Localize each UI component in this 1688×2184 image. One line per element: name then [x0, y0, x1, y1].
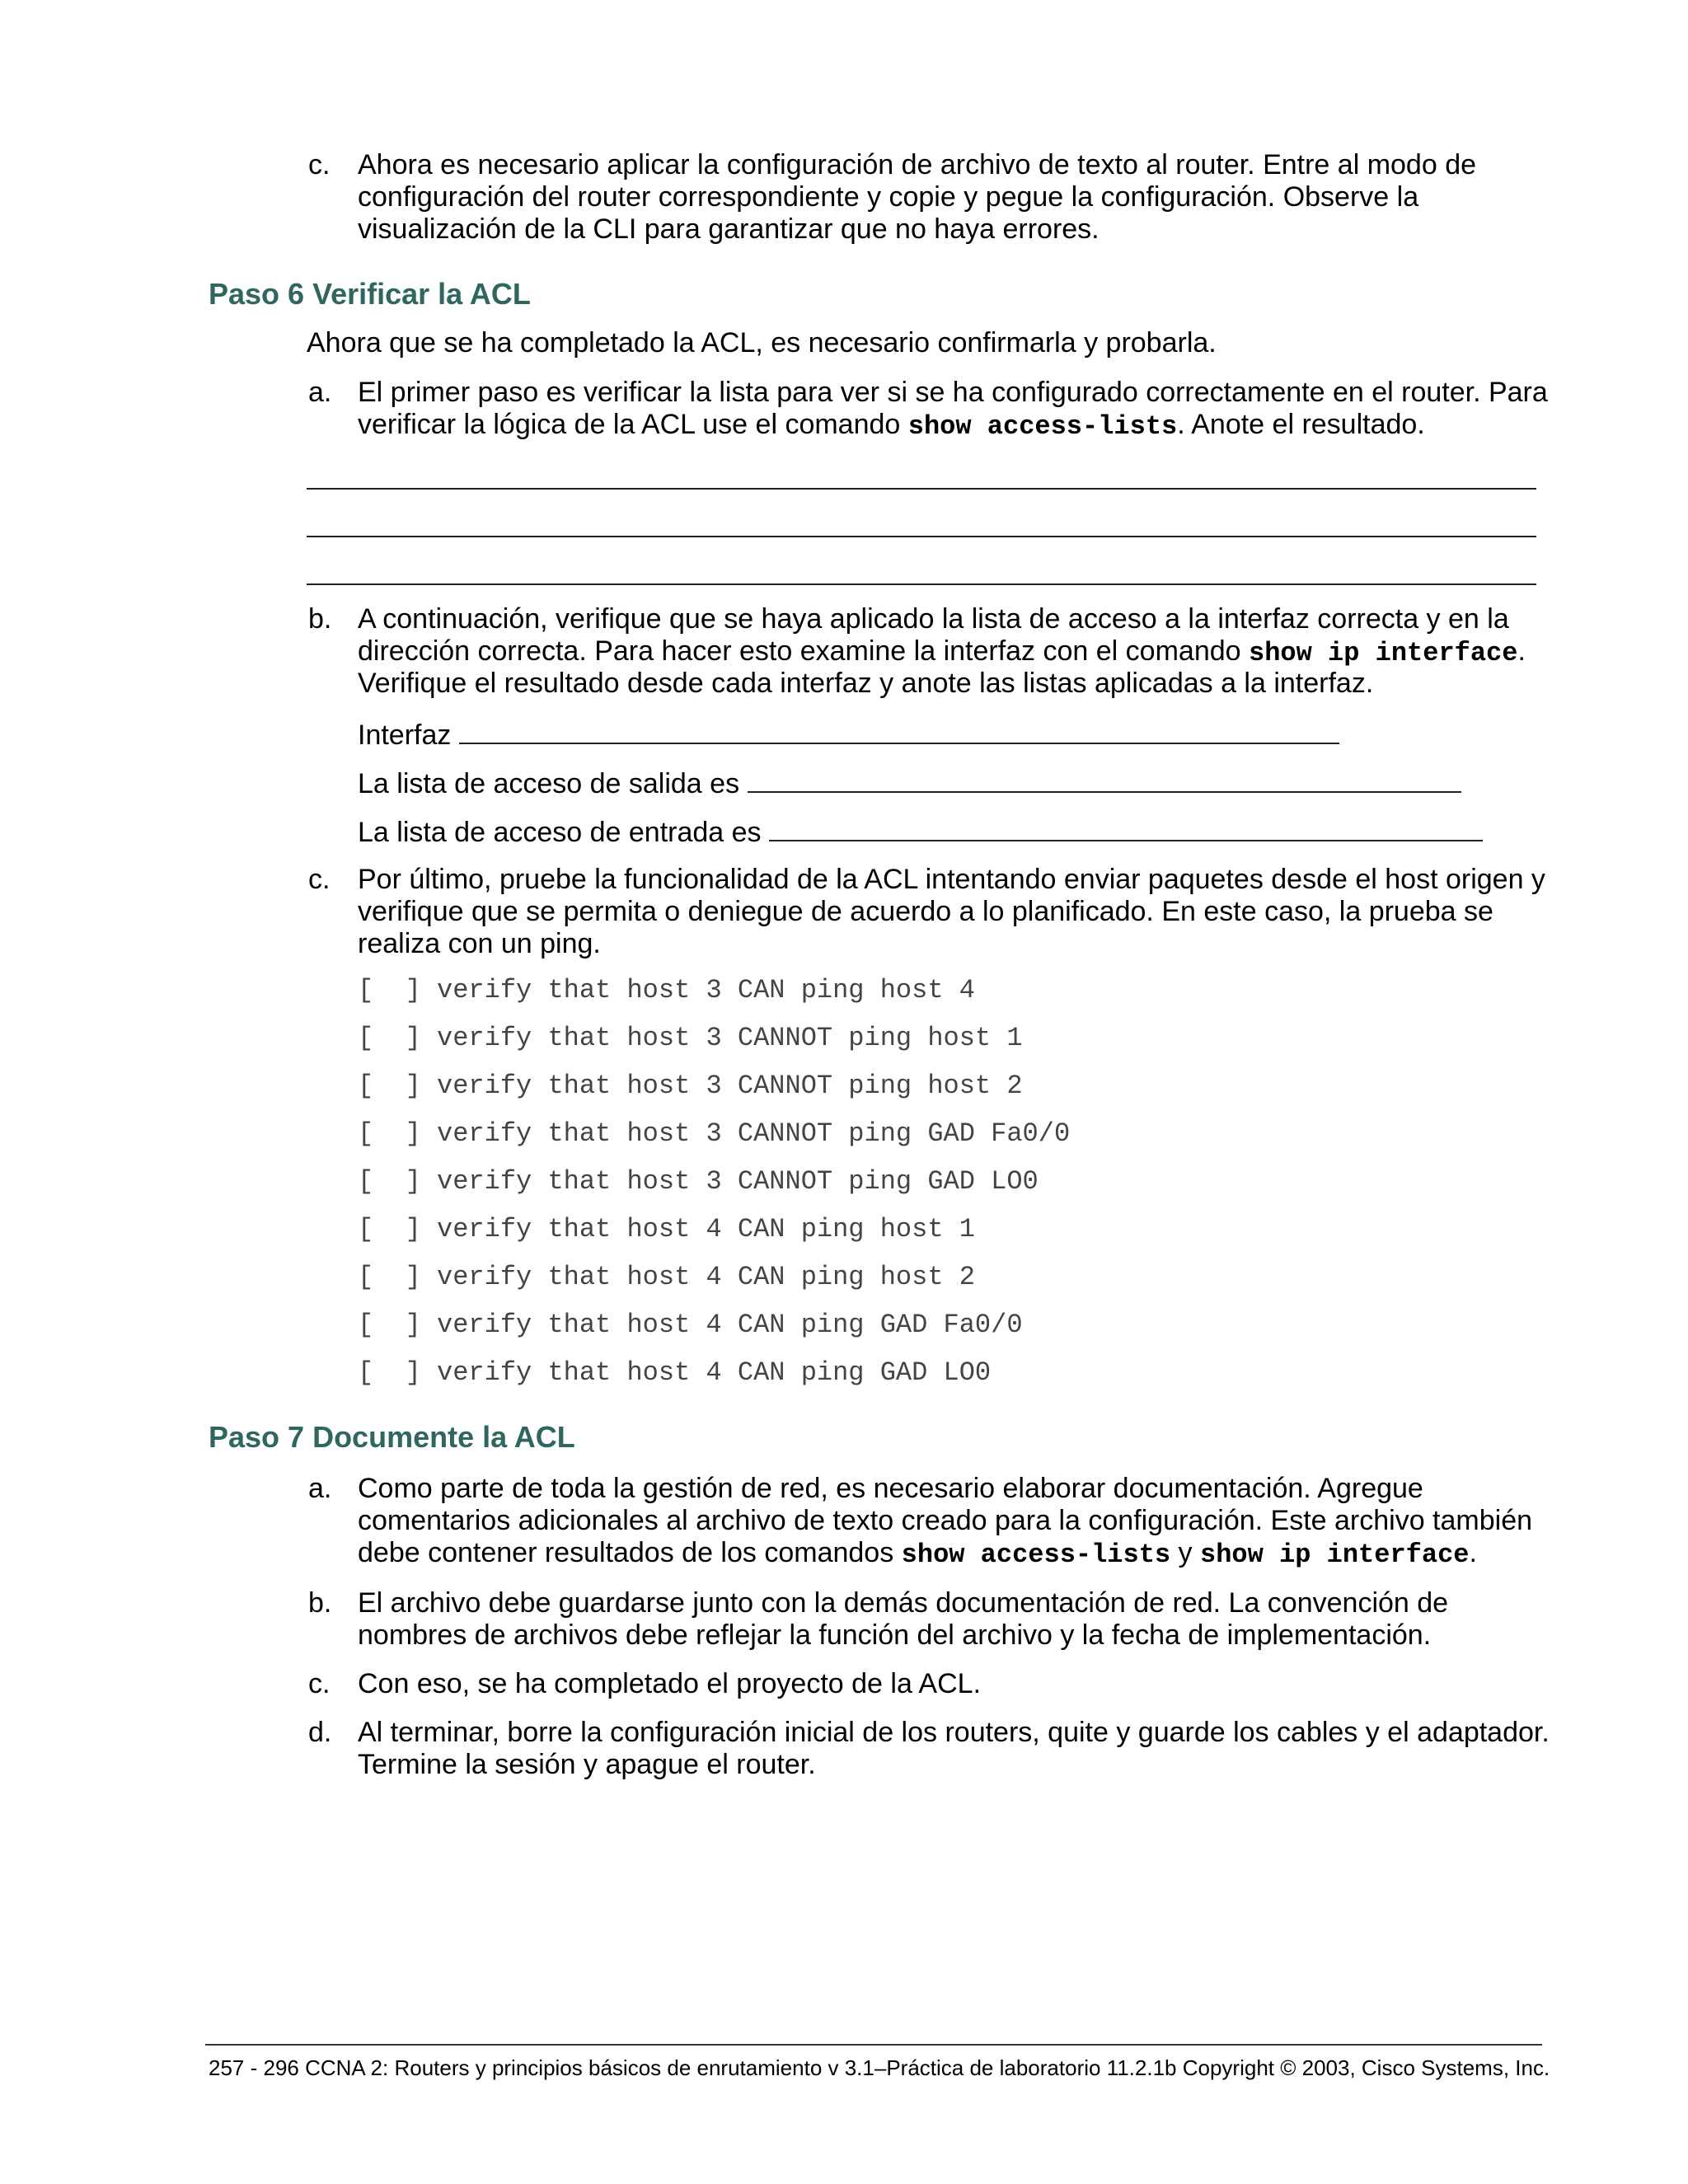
interface-blank[interactable]	[459, 716, 1339, 744]
inbound-acl-field	[358, 813, 1483, 849]
step7-d-line-1: Al terminar, borre la configuración inicial de los routers, quite y guarde los cables y el adaptador.	[358, 1717, 1550, 1748]
show-ip-interface-command: show ip interface	[1249, 638, 1518, 668]
checklist-item[interactable]: [ ] verify that host 3 CANNOT ping host 1	[358, 1023, 1023, 1053]
step6-a-line-1: El primer paso es verificar la lista para ver si se ha configurado correctamente en el router. Para	[358, 377, 1548, 408]
step7-a-label: a.	[308, 1473, 332, 1504]
interface-field-label: Interfaz	[358, 719, 452, 751]
page-footer: 257 - 296 CCNA 2: Routers y principios básicos de enrutamiento v 3.1–Práctica de laboratorio 11.2.1b Copyright © 2003, Cisco Systems, Inc.	[209, 2055, 1550, 2080]
checklist-item[interactable]: [ ] verify that host 3 CANNOT ping GAD Fa0/0	[358, 1118, 1071, 1149]
checklist-item[interactable]: [ ] verify that host 4 CAN ping GAD LO0	[358, 1357, 992, 1388]
answer-line-1[interactable]	[307, 488, 1536, 490]
footer-divider	[205, 2044, 1542, 2046]
checklist-item[interactable]: [ ] verify that host 3 CANNOT ping GAD LO0	[358, 1166, 1039, 1197]
step6-a-line-2	[358, 409, 1425, 443]
step7-a-line-3	[358, 1537, 1477, 1571]
step7-a-line-1: Como parte de toda la gestión de red, es necesario elaborar documentación. Agregue	[358, 1473, 1423, 1504]
step6-b-line-1: A continuación, verifique que se haya aplicado la lista de acceso a la interfaz correcta y en la	[358, 603, 1509, 635]
step6-c-line-3: realiza con un ping.	[358, 928, 601, 959]
step7-a-line-2: comentarios adicionales al archivo de texto creado para la configuración. Este archivo también	[358, 1505, 1533, 1536]
step7-d-line-2: Termine la sesión y apague el router.	[358, 1749, 816, 1780]
interface-field	[358, 716, 1339, 752]
step7-a-and: y	[1170, 1537, 1201, 1568]
checklist-item[interactable]: [ ] verify that host 3 CAN ping host 4	[358, 975, 975, 1005]
inbound-acl-label: La lista de acceso de entrada es	[358, 817, 762, 848]
step7-b-line-1: El archivo debe guardarse junto con la demás documentación de red. La convención de	[358, 1587, 1449, 1619]
step6-a-label: a.	[308, 377, 332, 408]
step7-a-text-end: .	[1469, 1537, 1477, 1568]
step6-b-label: b.	[308, 603, 332, 635]
show-access-lists-command: show access-lists	[907, 411, 1178, 442]
answer-line-3[interactable]	[307, 583, 1536, 585]
step7-a-text: debe contener resultados de los comandos	[358, 1537, 902, 1568]
step7-d-label: d.	[308, 1717, 332, 1748]
step6-c-label: c.	[308, 864, 331, 895]
outbound-acl-label: La lista de acceso de salida es	[358, 768, 740, 799]
step5-c-line-3: visualización de la CLI para garantizar que no haya errores.	[358, 213, 1100, 245]
step6-a-text-end: . Anote el resultado.	[1177, 409, 1425, 440]
step6-b-line-3: Verifique el resultado desde cada interfaz y anote las listas aplicadas a la interfaz.	[358, 668, 1374, 699]
step7-c-line-1: Con eso, se ha completado el proyecto de la ACL.	[358, 1668, 982, 1699]
step6-heading: Paso 6 Verificar la ACL	[209, 277, 531, 311]
step6-a-text: verificar la lógica de la ACL use el comando	[358, 409, 908, 440]
step7-heading: Paso 7 Documente la ACL	[209, 1420, 575, 1454]
checklist-item[interactable]: [ ] verify that host 4 CAN ping GAD Fa0/0	[358, 1310, 1023, 1340]
inbound-acl-blank[interactable]	[769, 813, 1483, 841]
step5-c-label: c.	[308, 149, 331, 180]
step6-c-line-2: verifique que se permita o deniegue de acuerdo a lo planificado. En este caso, la prueba se	[358, 896, 1493, 927]
step5-c-line-1: Ahora es necesario aplicar la configuración de archivo de texto al router. Entre al modo de	[358, 149, 1477, 180]
answer-line-2[interactable]	[307, 536, 1536, 537]
step5-c-line-2: configuración del router correspondiente y copie y pegue la configuración. Observe la	[358, 181, 1419, 213]
step6-c-line-1: Por último, pruebe la funcionalidad de la ACL intentando enviar paquetes desde el host origen y	[358, 864, 1545, 895]
show-access-lists-command: show access-lists	[901, 1540, 1171, 1570]
step7-b-line-2: nombres de archivos debe reflejar la función del archivo y la fecha de implementación.	[358, 1619, 1432, 1651]
step6-b-text: dirección correcta. Para hacer esto examine la interfaz con el comando	[358, 635, 1249, 667]
step6-intro: Ahora que se ha completado la ACL, es necesario confirmarla y probarla.	[307, 327, 1217, 359]
checklist-item[interactable]: [ ] verify that host 4 CAN ping host 2	[358, 1262, 975, 1292]
step7-c-label: c.	[308, 1668, 331, 1699]
checklist-item[interactable]: [ ] verify that host 4 CAN ping host 1	[358, 1214, 975, 1244]
checklist-item[interactable]: [ ] verify that host 3 CANNOT ping host 2	[358, 1071, 1023, 1101]
outbound-acl-blank[interactable]	[748, 765, 1461, 793]
outbound-acl-field	[358, 765, 1461, 800]
step7-b-label: b.	[308, 1587, 332, 1619]
step6-b-text-end: .	[1517, 635, 1526, 667]
show-ip-interface-command: show ip interface	[1200, 1540, 1470, 1570]
step6-b-line-2	[358, 635, 1526, 669]
